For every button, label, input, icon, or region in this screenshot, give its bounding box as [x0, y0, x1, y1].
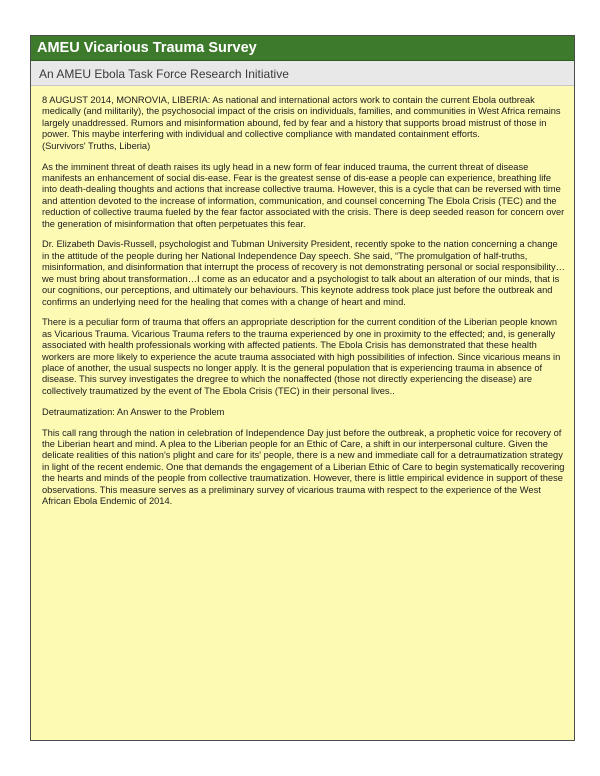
intro-paragraph — [42, 95, 567, 152]
page-subtitle: An AMEU Ebola Task Force Research Initiative — [39, 67, 289, 81]
page-title: AMEU Vicarious Trauma Survey — [37, 40, 257, 56]
paragraph-vicarious-trauma: There is a peculiar form of trauma that offers an appropriate description for the current condition of the Liberian people known as Vicarious Trauma. Vicarious Trauma refers to the trauma experienced by one in proximity to the effected; and, is generally associated with health professionals working with affected patients. The Ebola Crisis has demonstrated that these health workers are more likely to experience the acute trauma associated with high possibilities of infection. Since vicarious means in place of another, the usual suspects no longer apply. It is the general population that is experiencing trauma in absence of disease. This survey investigates the dregree to which the nonaffected (those not directly experiencing the disease) are collectively traumatized by the event of The Ebola Crisis (TEC) in their personal lives.. — [42, 317, 561, 396]
paragraph-fear: As the imminent threat of death raises its ugly head in a new form of fear induced trauma, the current threat of disease manifests an enhancement of social dis-ease. Fear is the greatest sense of dis-ease a people can experience, breathing life into death-dealing thoughts and actions that increase collective trauma. However, this is a cycle that can be reversed with time and attention devoted to the increase of information, communication, and counsel concerning The Ebola Crisis (TEC) and the reduction of collective trauma fueled by the fear factor associated with the crisis. There is deep seeded reason for concern over the generation of misinformation that often perpetuates this fear. — [42, 161, 565, 229]
title-bar — [31, 36, 574, 61]
paragraph-detraumatization: This call rang through the nation in celebration of Independence Day just before the outbreak, a prophetic voice for recovery of the Liberian heart and mind. A plea to the Liberian people for an Ethic of Care, a shift in our interpersonal culture. Given the delicate realities of this nation's plight and care for its' people, there is a new and immediate call for a detraumatization strategy in light of the recent endemic. One that demands the engagement of a Liberian Ethic of Care to begin systematically recovering the hearts and minds of the people from collective traumatization. However, there is little empirical evidence in support of these observations. This measure serves as a preliminary survey of vicarious trauma with respect to the experience of the West African Ebola Endemic of 2014. — [42, 427, 565, 507]
subtitle-bar — [31, 61, 574, 86]
intro-text: 8 AUGUST 2014, MONROVIA, LIBERIA: As national and international actors work to contain the current Ebola outbreak medically (and militarily), the psychosocial impact of the crisis on individuals, families, and communities in West Africa remains largely unaddressed. Rumors and misinformation abound, fed by fear and a history that supports broad mistrust of those in power. This maybe interfering with individual and collective compliance with mandated containment efforts. — [42, 95, 561, 140]
survey-frame — [30, 35, 575, 741]
section-heading: Detraumatization: An Answer to the Problem — [42, 406, 225, 417]
intro-source: (Survivors' Truths, Liberia) — [42, 140, 151, 151]
paragraph-davis-russell: Dr. Elizabeth Davis-Russell, psychologist and Tubman University President, recently spoke to the nation concerning a change in the attitude of the people during her National Independence Day speech. She said, “The promulgation of half-truths, misinformation, and disinformation that interrupt the process of recovery is not demonstrating personal or social responsibility…we must bring about transformation…I come as an educator and a psychologist to talk about an alteration of our minds, that is our cognitions, our perceptions, and ultimately our behaviours. This keynote address took place just before the outbreak and confirms an underlying need for the healing that comes with a change of heart and mind. — [42, 239, 565, 307]
body-content — [31, 86, 574, 508]
